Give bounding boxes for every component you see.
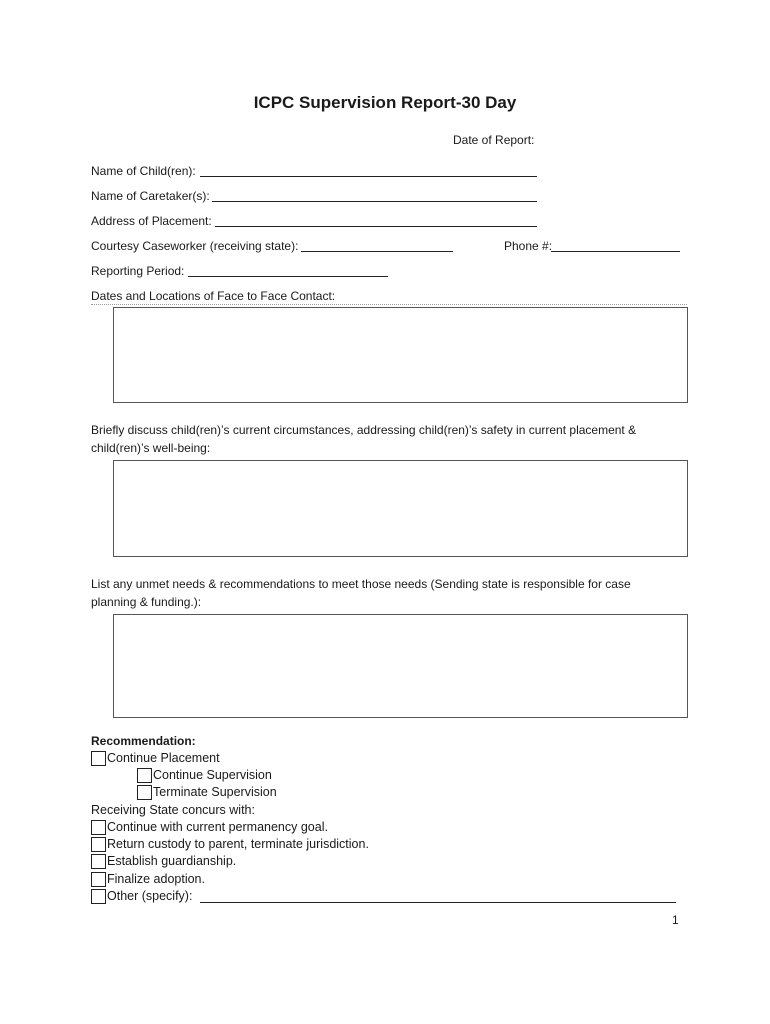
terminate-supervision-checkbox[interactable] [137, 785, 152, 800]
reporting-period-underline [188, 276, 388, 277]
other-checkbox[interactable] [91, 889, 106, 904]
address-underline [215, 226, 537, 227]
caretaker-field[interactable] [91, 189, 541, 205]
unmet-needs-prompt-line2: planning & funding.): [91, 595, 202, 609]
continue-placement-checkbox[interactable] [91, 751, 106, 766]
return-custody-checkbox[interactable] [91, 837, 106, 852]
terminate-supervision-label: Terminate Supervision [153, 785, 277, 799]
address-field[interactable] [91, 214, 541, 230]
face-to-face-textbox[interactable] [113, 307, 688, 403]
date-of-report-label: Date of Report: [453, 133, 535, 147]
guardianship-checkbox[interactable] [91, 854, 106, 869]
unmet-needs-textbox[interactable] [113, 614, 688, 718]
caseworker-label: Courtesy Caseworker (receiving state): [91, 239, 299, 253]
other-label: Other (specify): [107, 889, 193, 903]
continue-supervision-checkbox[interactable] [137, 768, 152, 783]
continue-goal-label: Continue with current permanency goal. [107, 820, 328, 834]
address-label: Address of Placement: [91, 214, 212, 228]
phone-label: Phone #: [504, 239, 553, 253]
caseworker-field[interactable] [91, 239, 456, 255]
continue-goal-checkbox[interactable] [91, 820, 106, 835]
circumstances-textbox[interactable] [113, 460, 688, 557]
reporting-period-label: Reporting Period: [91, 264, 185, 278]
child-name-label: Name of Child(ren): [91, 164, 196, 178]
section-divider [91, 304, 687, 305]
continue-supervision-label: Continue Supervision [153, 768, 272, 782]
circumstances-prompt-line2: child(ren)’s well-being: [91, 441, 211, 455]
concurs-label: Receiving State concurs with: [91, 803, 255, 817]
phone-underline[interactable] [551, 251, 680, 252]
return-custody-label: Return custody to parent, terminate jurisdiction. [107, 837, 369, 851]
recommendation-heading: Recommendation: [91, 734, 196, 748]
adoption-label: Finalize adoption. [107, 872, 205, 886]
continue-placement-label: Continue Placement [107, 751, 220, 765]
caseworker-underline [301, 251, 453, 252]
caretaker-underline [212, 201, 537, 202]
adoption-checkbox[interactable] [91, 872, 106, 887]
page-number: 1 [672, 913, 679, 927]
circumstances-prompt-line1: Briefly discuss child(ren)’s current circumstances, addressing child(ren)’s safety in current placement & [91, 423, 637, 437]
unmet-needs-prompt-line1: List any unmet needs & recommendations to meet those needs (Sending state is responsible for case [91, 577, 631, 591]
child-name-field[interactable] [91, 164, 541, 180]
page-title: ICPC Supervision Report-30 Day [253, 93, 517, 112]
face-to-face-label: Dates and Locations of Face to Face Contact: [91, 289, 336, 303]
caretaker-label: Name of Caretaker(s): [91, 189, 210, 203]
other-specify-underline[interactable] [200, 902, 676, 903]
reporting-period-field[interactable] [91, 264, 391, 280]
child-name-underline [200, 176, 537, 177]
guardianship-label: Establish guardianship. [107, 854, 237, 868]
